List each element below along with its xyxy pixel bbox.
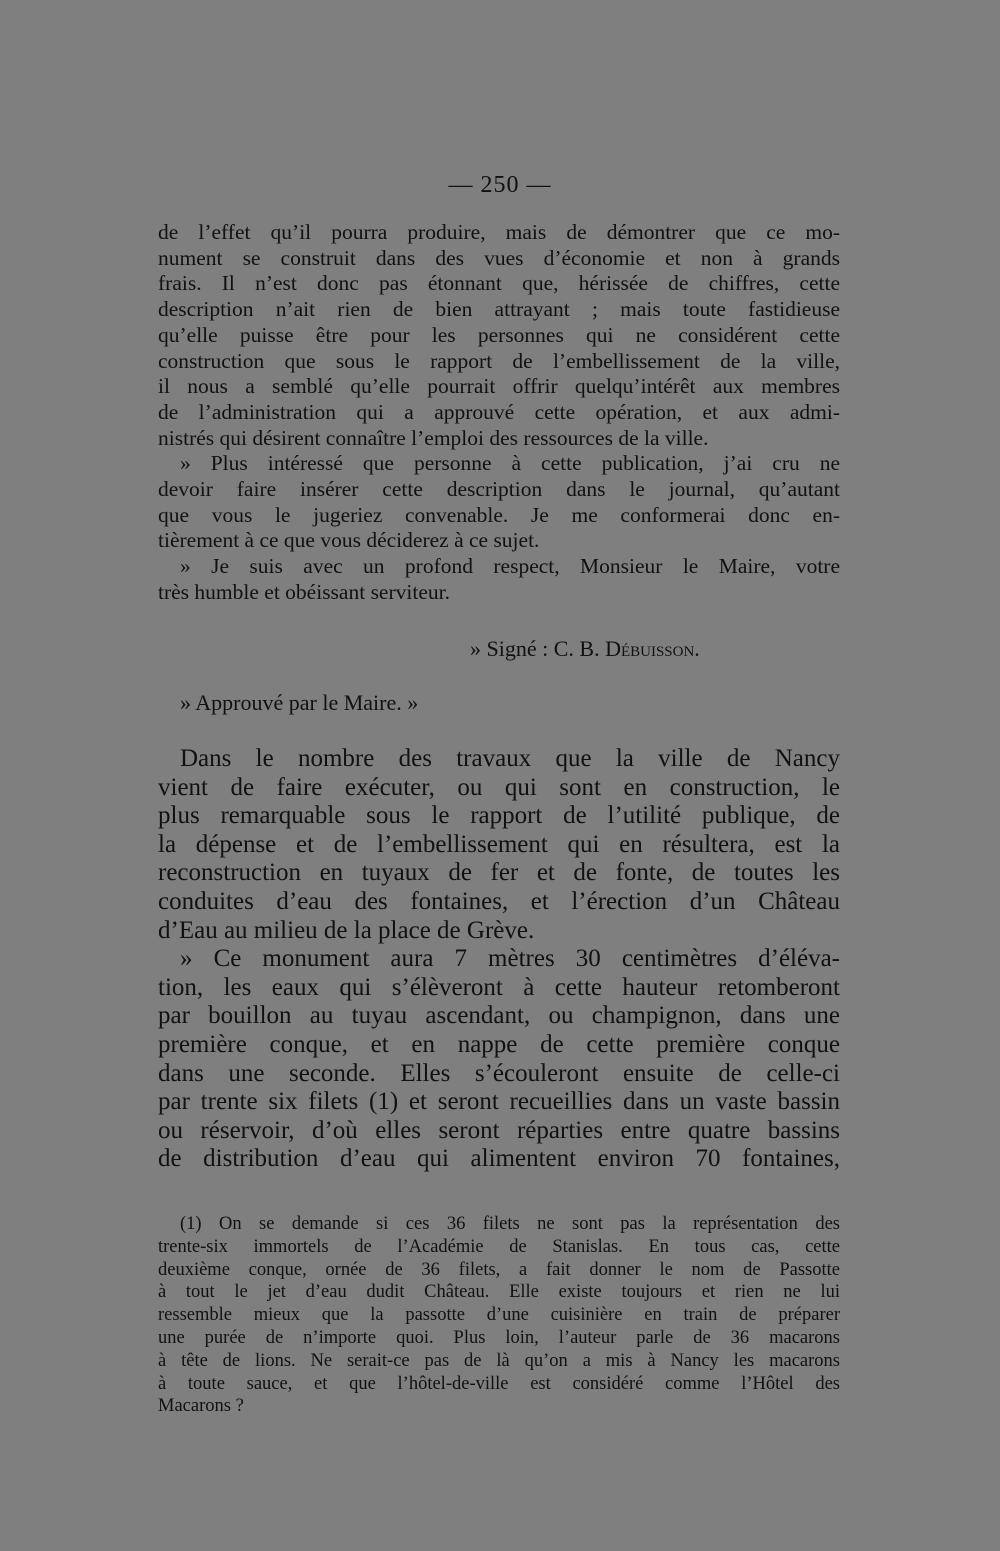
- text-line: plus remarquable sous le rapport de l’utilité publique, de: [158, 802, 840, 830]
- footnote-line: trente-six immortels de l’Académie de Stanislas. En tous cas, cette: [158, 1236, 840, 1257]
- text-line: ou réservoir, d’où elles seront réparties entre quatre bassins: [158, 1116, 840, 1144]
- text-line: description n’ait rien de bien attrayant ; mais toute fastidieuse: [158, 297, 840, 322]
- text-line: de l’effet qu’il pourra produire, mais de démontrer que ce mo-: [158, 220, 840, 244]
- text-line: vient de faire exécuter, ou qui sont en construction, le: [158, 773, 840, 801]
- text-line: Dans le nombre des travaux que la ville de Nancy: [180, 745, 840, 772]
- text-line: conduites d’eau des fontaines, et l’érection d’un Château: [158, 887, 840, 915]
- footnote-line: à tête de lions. Ne serait-ce pas de là qu’on a mis à Nancy les macarons: [158, 1350, 840, 1371]
- footnote-line: (1) On se demande si ces 36 filets ne sont pas la représentation des: [180, 1214, 840, 1234]
- text-line: première conque, et en nappe de cette première conque: [158, 1030, 840, 1058]
- main-text: [158, 745, 840, 1174]
- text-line: de l’administration qui a approuvé cette opération, et aux admi-: [158, 399, 840, 424]
- text-line: nistrés qui désirent connaître l’emploi des ressources de la ville.: [158, 425, 709, 450]
- signature: [470, 636, 700, 662]
- text-line: qu’elle puisse être pour les personnes qui ne considérent cette: [158, 322, 840, 347]
- text-line: frais. Il n’est donc pas étonnant que, hérissée de chiffres, cette: [158, 271, 840, 296]
- letter-text: [158, 220, 840, 606]
- footnote-line: à tout le jet d’eau dudit Château. Elle existe toujours et rien ne lui: [158, 1282, 840, 1303]
- text-line: » Ce monument aura 7 mètres 30 centimètres d’éléva-: [180, 945, 840, 973]
- page-number: — 250 —: [448, 172, 552, 198]
- text-line: dans une seconde. Elles s’écouleront ensuite de celle-ci: [158, 1059, 840, 1087]
- footnote-line: Macarons ?: [158, 1396, 244, 1417]
- text-line: par bouillon au tuyau ascendant, ou champignon, dans une: [158, 1002, 840, 1030]
- signature-name: Débuisson.: [605, 636, 700, 661]
- text-line: construction que sous le rapport de l’embellissement de la ville,: [158, 348, 840, 373]
- text-line: d’Eau au milieu de la place de Grève.: [158, 916, 535, 944]
- footnote-line: ressemble mieux que la passotte d’une cuisinière en train de préparer: [158, 1305, 840, 1326]
- text-line: nument se construit dans des vues d’économie et non à grands: [158, 245, 840, 270]
- text-line: tièrement à ce que vous déciderez à ce sujet.: [158, 528, 540, 553]
- text-line: » Je suis avec un profond respect, Monsieur le Maire, votre: [180, 554, 840, 579]
- footnote-line: une purée de n’importe quoi. Plus loin, l’auteur parle de 36 macarons: [158, 1327, 840, 1348]
- text-line: reconstruction en tuyaux de fer et de fonte, de toutes les: [158, 859, 840, 887]
- text-line: devoir faire insérer cette description dans le journal, qu’autant: [158, 477, 840, 502]
- text-line: par trente six filets (1) et seront recueillies dans un vaste bassin: [158, 1088, 840, 1116]
- text-line: la dépense et de l’embellissement qui en résultera, est la: [158, 830, 840, 858]
- text-line: que vous le jugeriez convenable. Je me conformerai donc en-: [158, 502, 840, 527]
- approval-line: » Approuvé par le Maire. »: [180, 690, 419, 715]
- text-line: » Plus intéressé que personne à cette publication, j’ai cru ne: [180, 451, 840, 476]
- footnote-line: deuxième conque, ornée de 36 filets, a fait donner le nom de Passotte: [158, 1259, 840, 1280]
- footnote: [158, 1213, 840, 1418]
- text-line: de distribution d’eau qui alimentent environ 70 fontaines,: [158, 1145, 840, 1173]
- text-line: tion, les eaux qui s’élèveront à cette hauteur retomberont: [158, 973, 840, 1001]
- footnote-line: à toute sauce, et que l’hôtel-de-ville est considéré comme l’Hôtel des: [158, 1373, 840, 1394]
- text-line: il nous a semblé qu’elle pourrait offrir quelqu’intérêt aux membres: [158, 374, 840, 399]
- signature-prefix: » Signé : C. B.: [470, 636, 606, 661]
- text-line: très humble et obéissant serviteur.: [158, 579, 450, 604]
